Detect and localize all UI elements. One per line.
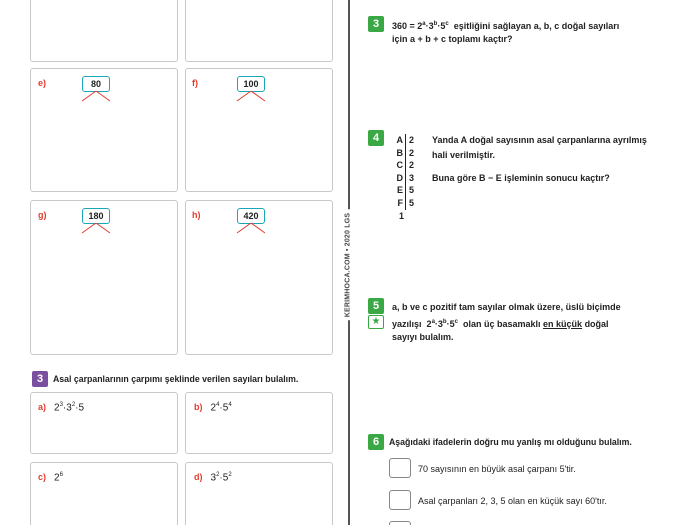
- base: 5: [440, 21, 446, 31]
- factor-ladder: [396, 134, 414, 222]
- question-number-badge: 6: [368, 434, 384, 450]
- answer-box-top-left: [30, 0, 178, 62]
- question-number-badge: 3: [368, 16, 384, 32]
- factor-tree-branches: [80, 91, 114, 103]
- factor-row: [396, 210, 414, 223]
- base: 3: [437, 319, 443, 329]
- factor-prime: 2: [409, 147, 415, 158]
- equation-lhs: 360 = 2: [392, 21, 423, 31]
- factor-tree-root-value: 80: [82, 76, 110, 92]
- factor-prime: 5: [409, 197, 415, 208]
- factor-row: [396, 134, 414, 147]
- expression-a: a) $2^3\cdot 3^2\cdot 5$: [38, 402, 85, 414]
- base: 3: [210, 472, 217, 484]
- dot: ·: [425, 21, 429, 31]
- dot: ·: [434, 319, 438, 329]
- exponent: a: [422, 21, 426, 27]
- statement-text: 70 sayısının en büyük asal çarpanı 5'tir.: [418, 464, 576, 474]
- exponent: 4: [216, 402, 220, 408]
- base: 2: [210, 402, 217, 414]
- factor-letter: A: [396, 134, 406, 147]
- factor-row: [396, 159, 414, 172]
- factor-row: [396, 197, 414, 210]
- factor-letter: 1: [398, 210, 404, 221]
- factor-prime: 2: [409, 160, 415, 171]
- factor-tree-root-value: 420: [237, 208, 265, 224]
- factor-letter: B: [396, 147, 406, 160]
- factor-tree-branches: [235, 223, 269, 235]
- base: 5: [222, 402, 229, 414]
- exponent: c: [454, 319, 458, 325]
- base: 5: [222, 472, 229, 484]
- factor-tree-branches: [235, 91, 269, 103]
- question-text-line-1: Yanda A doğal sayısının asal çarpanlarına ayrılmış: [432, 135, 647, 145]
- item-letter-f: f): [192, 78, 198, 88]
- item-letter: d): [194, 472, 203, 483]
- star-icon: ★: [368, 315, 384, 329]
- factor-letter: E: [396, 184, 406, 197]
- question-text: doğal: [584, 319, 609, 329]
- factor-tree-root-value: 100: [237, 76, 265, 92]
- answer-box-top-right: [185, 0, 333, 62]
- item-letter-g: g): [38, 210, 47, 220]
- side-watermark: [341, 212, 355, 318]
- exponent: 3: [59, 402, 63, 408]
- question-number-badge: 3: [32, 371, 48, 387]
- question-text: eşitliğini sağlayan a, b, c doğal sayıları: [453, 21, 620, 31]
- dot: ·: [446, 319, 450, 329]
- factor-row: [396, 172, 414, 185]
- expression-b: b) $2^4\cdot 5^4$: [194, 402, 232, 414]
- question-number-badge: 5: [368, 298, 384, 314]
- exponent: b: [433, 21, 438, 27]
- exponent: 6: [59, 472, 63, 478]
- question-text-line-1: a, b ve c pozitif tam sayılar olmak üzere, üslü biçimde: [392, 302, 621, 312]
- base: 5: [449, 319, 455, 329]
- base: 3: [66, 402, 72, 414]
- question-text-line-2: için a + b + c toplamı kaçtır?: [392, 34, 513, 44]
- base: 2: [54, 472, 60, 484]
- exponent: c: [445, 21, 449, 27]
- true-false-checkbox[interactable]: [389, 490, 411, 510]
- expression-c: [38, 472, 63, 483]
- emphasis-text: en küçük: [543, 319, 583, 329]
- item-letter: c): [38, 472, 47, 483]
- factor-tree-root-value: 180: [82, 208, 110, 224]
- question-instruction: Asal çarpanlarının çarpımı şeklinde verilen sayıları bulalım.: [53, 374, 299, 385]
- side-watermark-text: KERIMHOCA.COM • 2020 LGS: [345, 210, 352, 321]
- true-false-checkbox[interactable]: [389, 458, 411, 478]
- exponent: 4: [228, 402, 232, 408]
- factor-letter: C: [396, 159, 406, 172]
- item-letter: b): [194, 402, 203, 413]
- factor-prime: 2: [409, 135, 415, 145]
- item-letter: a): [38, 402, 47, 413]
- question-instruction: Aşağıdaki ifadelerin doğru mu yanlış mı olduğunu bulalım.: [389, 437, 632, 448]
- item-letter-e: e): [38, 78, 47, 88]
- question-number-badge: 4: [368, 130, 384, 146]
- question-text-line-2: hali verilmiştir.: [432, 150, 496, 160]
- expression-d: d) $3^2\cdot 5^2$: [194, 472, 232, 484]
- factor-tree-branches: [80, 223, 114, 235]
- exponent: 2: [216, 472, 220, 478]
- factor-row: [396, 147, 414, 160]
- factor-prime: 5: [409, 185, 415, 196]
- question-text: olan üç basamaklı: [462, 319, 541, 329]
- statement-text: Asal çarpanları 2, 3, 5 olan en küçük sayı 60'tır.: [418, 496, 607, 506]
- exponent: 2: [71, 402, 76, 408]
- factor-prime: [406, 210, 409, 223]
- factor-prime: 3: [409, 172, 415, 183]
- factor-letter: D: [396, 172, 406, 185]
- item-letter-h: h): [192, 210, 201, 220]
- question-text-line-3: Buna göre B − E işleminin sonucu kaçtır?: [432, 173, 610, 183]
- dot: ·: [437, 21, 441, 31]
- exponent: b: [442, 319, 447, 325]
- base: 3: [428, 21, 434, 31]
- question-text-line-3: sayıyı bulalım.: [392, 332, 454, 342]
- true-false-checkbox[interactable]: [389, 521, 411, 525]
- factor-letter: F: [396, 197, 406, 210]
- exponent: a: [431, 319, 435, 325]
- base: 2: [54, 402, 60, 414]
- factor-row: [396, 184, 414, 197]
- base: 5: [78, 402, 85, 414]
- exponent: 2: [228, 472, 232, 478]
- base: 2: [426, 319, 432, 329]
- question-text: yazılışı: [392, 319, 422, 329]
